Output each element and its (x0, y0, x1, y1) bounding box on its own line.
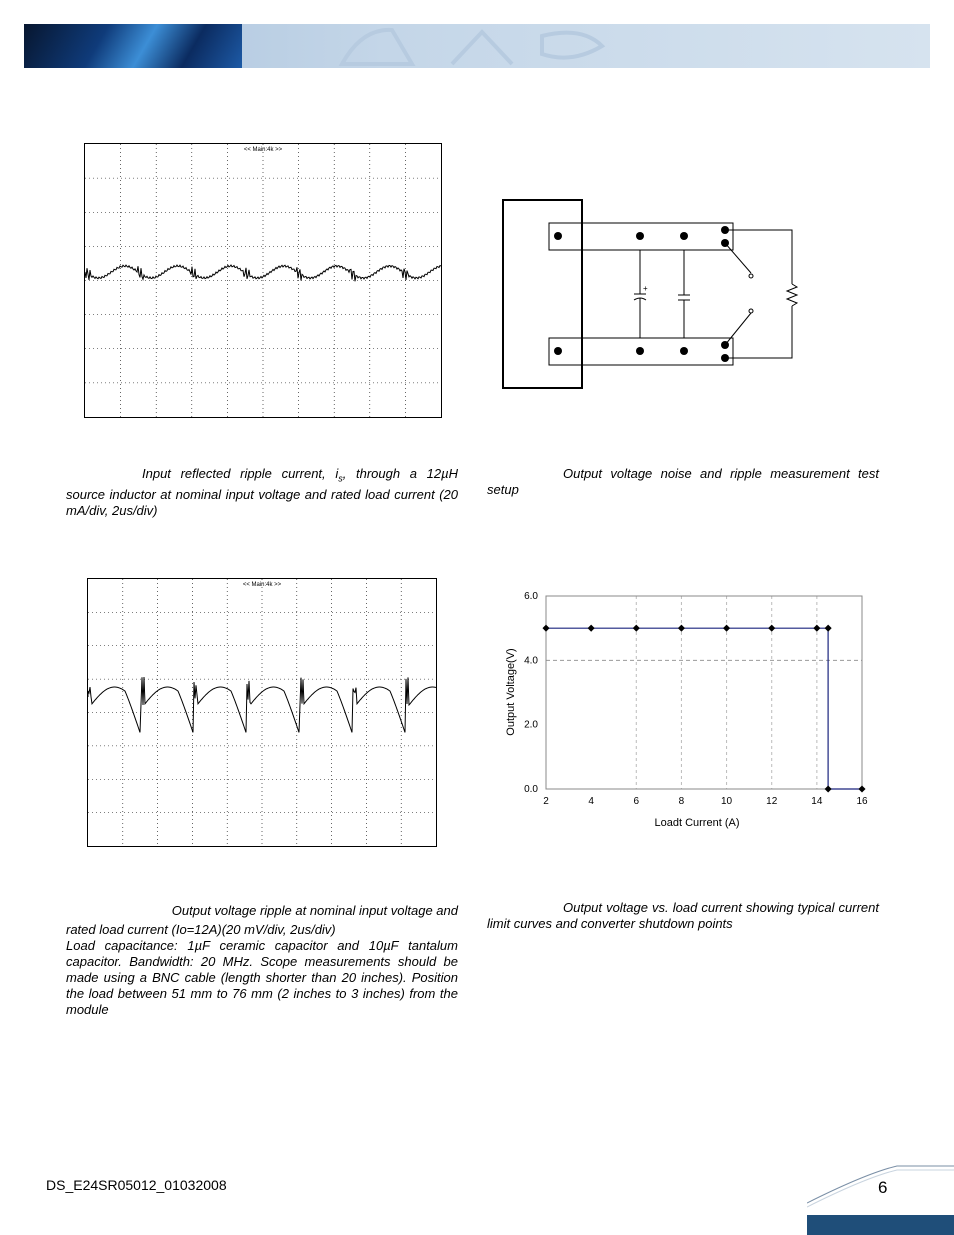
series-point (723, 625, 730, 632)
caption-input-ripple-post: , through a 12µH source inductor at nominal input voltage and rated load current (20 mA/div, 2us/div) (66, 466, 458, 518)
test-setup-diagram (500, 198, 800, 393)
series-point (813, 625, 820, 632)
chart-y-label: Output Voltage(V) (505, 648, 517, 736)
caption-input-ripple (66, 466, 458, 519)
header-banner (24, 24, 930, 68)
x-tick-label: 4 (588, 796, 594, 807)
series-point (542, 625, 549, 632)
caption-test-setup-text: Output voltage noise and ripple measurement test setup (487, 466, 879, 497)
caption-input-ripple-sub: s (338, 473, 343, 484)
caption-output-ripple-line1: Output voltage ripple at nominal input voltage and (171, 903, 458, 918)
caption-test-setup (487, 466, 879, 498)
footer-bar (807, 1215, 954, 1235)
caption-output-ripple-notes: Load capacitance: 1µF ceramic capacitor and 10µF tantalum capacitor. Bandwidth: 20 MHz. Scope measurements should be made using a BNC cable (length shorter than 20 inches). Position the load between 51 mm to 76 mm (2 inches to 3 inches) from the module (66, 938, 458, 1017)
y-tick-label: 0.0 (524, 784, 538, 795)
scope-output-ripple (87, 578, 437, 847)
x-tick-label: 6 (633, 796, 640, 807)
x-tick-label: 14 (811, 796, 823, 807)
caption-output-ripple (66, 903, 458, 1018)
series-point (858, 785, 865, 792)
module-box (503, 200, 582, 388)
scope-input-ripple-plot (85, 144, 441, 417)
scope-input-ripple-header: << Main:4k >> (243, 147, 283, 153)
caption-input-ripple-pre: Input reflected ripple current, i (142, 466, 339, 481)
caption-vout-load-text: Output voltage vs. load current showing typical current limit curves and converter shutdown points (487, 900, 879, 931)
scope-output-ripple-header: << Main:4k >> (242, 582, 282, 588)
y-tick-label: 2.0 (524, 719, 538, 731)
x-tick-label: 2 (543, 796, 549, 807)
scope-input-ripple (84, 143, 442, 418)
chart-plot-area (546, 596, 862, 789)
test-setup-schematic (500, 198, 800, 393)
series-point (633, 625, 640, 632)
scope-output-ripple-plot (88, 579, 436, 846)
y-tick-label: 4.0 (524, 655, 538, 667)
chart-svg (500, 585, 880, 835)
chart-x-label: Loadt Current (A) (654, 817, 740, 829)
x-tick-label: 12 (766, 796, 778, 807)
page-number: 6 (878, 1178, 888, 1197)
caption-vout-load (487, 900, 879, 932)
banner-logo-image (24, 24, 242, 68)
y-tick-label: 6.0 (524, 591, 538, 602)
footer-doc-code: DS_E24SR05012_01032008 (46, 1177, 227, 1193)
banner-watermark-icon (242, 24, 930, 68)
footer-swoosh-icon (807, 1163, 954, 1215)
x-tick-label: 16 (856, 796, 868, 807)
svg-text:+: + (643, 284, 648, 293)
series-point (768, 625, 775, 632)
x-tick-label: 8 (678, 796, 685, 807)
series-point (678, 625, 685, 632)
series-point (825, 625, 832, 632)
series-point (825, 785, 832, 792)
series-point (588, 625, 595, 632)
x-tick-label: 10 (721, 796, 733, 807)
caption-output-ripple-line2: rated load current (Io=12A)(20 mV/div, 2us/div) (66, 922, 336, 937)
chart-vout-vs-load (500, 585, 880, 835)
series-line (546, 628, 862, 789)
